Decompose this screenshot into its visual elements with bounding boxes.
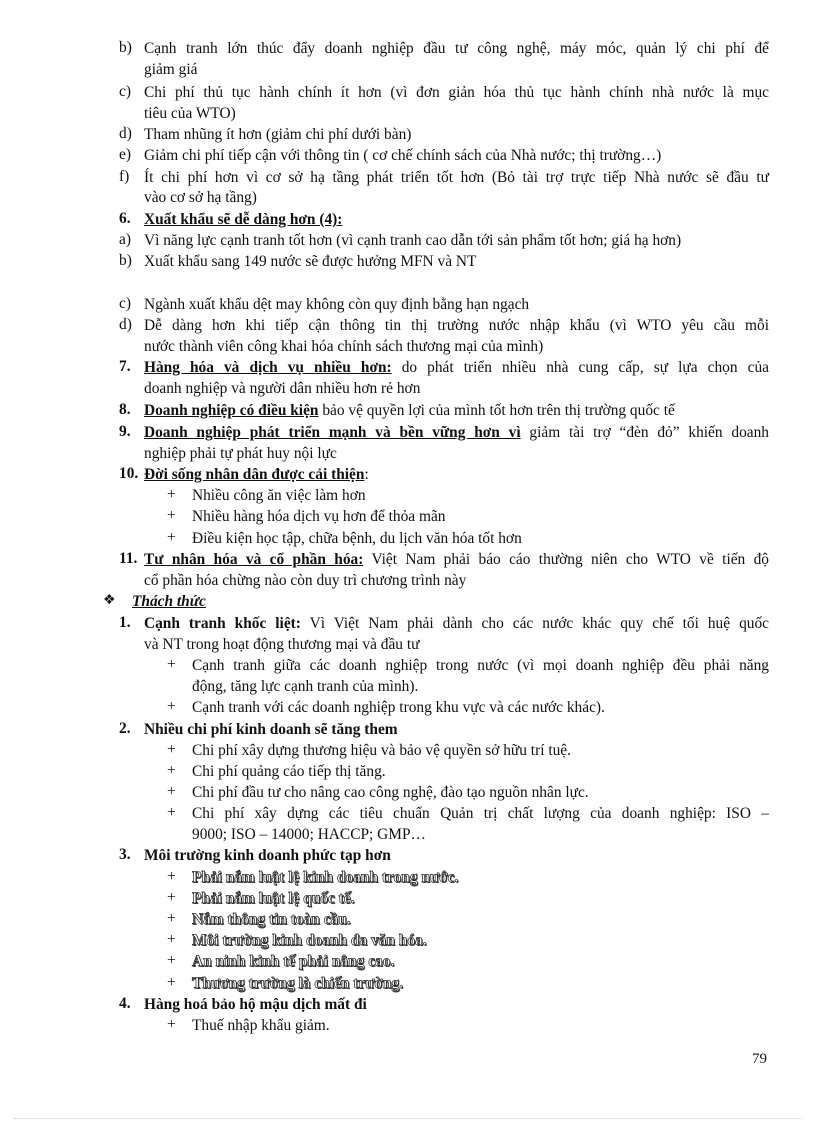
item-label: c): [119, 295, 131, 312]
plus-bullet: +: [167, 762, 176, 779]
item-text: Cạnh tranh lớn thúc đẩy doanh nghiệp đầu tư công nghệ, máy móc, quản lý chi phí để: [144, 40, 769, 57]
section-title: Nhiều chi phí kinh doanh sẽ tăng them: [144, 721, 398, 738]
plus-bullet: +: [167, 868, 176, 885]
plus-bullet: +: [167, 804, 176, 821]
footer-divider: [14, 1118, 802, 1119]
bullet-text: Chi phí xây dựng các tiêu chuẩn Quản trị chất lượng của doanh nghiệp: ISO –: [192, 805, 769, 822]
section-line: [144, 423, 769, 443]
bullet-text: Phải nắm luật lệ kinh doanh trong nước.: [192, 869, 459, 886]
item-text: Xuất khẩu sang 149 nước sẽ được hưởng MFN và NT: [144, 253, 477, 270]
bullet-text: Nhiều hàng hóa dịch vụ hơn để thỏa mãn: [192, 508, 446, 525]
section-number: 8.: [119, 401, 131, 418]
item-label: b): [119, 252, 132, 269]
section-text-cont: nghiệp phải tự phát huy nội lực: [144, 445, 337, 462]
section-title: Doanh nghiệp phát triển mạnh và bền vững hơn vì: [144, 424, 521, 441]
section-text: do phát triển nhiều nhà cung cấp, sự lựa chọn của: [391, 359, 769, 376]
item-text-cont: vào cơ sở hạ tầng): [144, 189, 257, 206]
plus-bullet: +: [167, 889, 176, 906]
section-title: Hàng hóa và dịch vụ nhiều hơn:: [144, 359, 392, 376]
section-title: Đời sống nhân dân được cải thiện: [144, 466, 365, 483]
item-text-cont: giảm giá: [144, 61, 198, 78]
plus-bullet: +: [167, 529, 176, 546]
plus-bullet: +: [167, 486, 176, 503]
section-number: 10.: [119, 465, 139, 482]
section-title: Môi trường kinh doanh phức tạp hơn: [144, 847, 391, 864]
section-number: 1.: [119, 614, 131, 631]
section-line: [144, 614, 769, 634]
bullet-text-cont: động, tăng lực cạnh tranh của mình).: [192, 678, 419, 695]
bullet-text: Điều kiện học tập, chữa bệnh, du lịch văn hóa tốt hơn: [192, 530, 522, 547]
item-text: Chi phí thủ tục hành chính ít hơn (vì đơn giản hóa thủ tục hành chính nhà nước là mục: [144, 84, 769, 101]
section-line: [144, 401, 675, 421]
plus-bullet: +: [167, 783, 176, 800]
plus-bullet: +: [167, 656, 176, 673]
section-text: Việt Nam phải báo cáo thường niên cho WTO về tiến độ: [363, 551, 769, 568]
item-label: b): [119, 39, 132, 56]
plus-bullet: +: [167, 931, 176, 948]
bullet-text: Chi phí quảng cáo tiếp thị tăng.: [192, 763, 386, 780]
section-title: Cạnh tranh khốc liệt:: [144, 615, 301, 632]
item-text: Dễ dàng hơn khi tiếp cận thông tin thị trường nước nhập khẩu (vì WTO yêu cầu mỗi: [144, 317, 769, 334]
diamond-bullet-icon: ❖: [103, 593, 116, 608]
bullet-text: Nhiều công ăn việc làm hơn: [192, 487, 366, 504]
section-title: Hàng hoá bảo hộ mậu dịch mất đi: [144, 996, 367, 1013]
section-text: giảm tài trợ “đèn đỏ” khiến doanh: [520, 424, 769, 441]
item-label: e): [119, 146, 131, 163]
item-text: Tham nhũng ít hơn (giảm chi phí dưới bàn): [144, 126, 412, 143]
item-label: a): [119, 231, 131, 248]
section-number: 7.: [119, 358, 131, 375]
section-line: [144, 465, 369, 485]
item-label: c): [119, 83, 131, 100]
section-line: [144, 550, 769, 570]
item-text: Ngành xuất khẩu dệt may không còn quy định bằng hạn ngạch: [144, 296, 530, 313]
section-text: Vì Việt Nam phải dành cho các nước khác quy chế tối huệ quốc: [300, 615, 769, 632]
section-number: 6.: [119, 210, 131, 227]
plus-bullet: +: [167, 952, 176, 969]
section-number: 2.: [119, 720, 131, 737]
bullet-text: An ninh kinh tế phải nâng cao.: [192, 953, 395, 970]
bullet-text: Cạnh tranh giữa các doanh nghiệp trong nước (vì mọi doanh nghiệp đều phải năng: [192, 657, 769, 674]
plus-bullet: +: [167, 974, 176, 991]
bullet-text: Cạnh tranh với các doanh nghiệp trong khu vực và các nước khác).: [192, 699, 605, 716]
plus-bullet: +: [167, 507, 176, 524]
item-text-cont: nước thành viên công khai hóa chính sách thương mại của mình): [144, 338, 544, 355]
item-text: Giảm chi phí tiếp cận với thông tin ( cơ chế chính sách của Nhà nước; thị trường…): [144, 147, 662, 164]
item-label: d): [119, 316, 132, 333]
bullet-text: Phải nắm luật lệ quốc tế.: [192, 890, 355, 907]
section-number: 9.: [119, 423, 131, 440]
page-number: 79: [752, 1051, 767, 1067]
item-text: Ít chi phí hơn vì cơ sở hạ tầng phát triển tốt hơn (Bỏ tài trợ trực tiếp Nhà nước sẽ đầu tư: [144, 169, 769, 186]
item-label: d): [119, 125, 132, 142]
bullet-text-cont: 9000; ISO – 14000; HACCP; GMP…: [192, 826, 426, 843]
challenges-heading: Thách thức: [132, 593, 206, 610]
item-text-cont: tiêu của WTO): [144, 105, 236, 122]
section-line: [144, 358, 769, 378]
section-title: Xuất khẩu sẽ dễ dàng hơn (4):: [144, 211, 343, 228]
section-title: Tư nhân hóa và cổ phần hóa:: [144, 551, 364, 568]
section-number: 11.: [119, 550, 138, 567]
section-text-cont: doanh nghiệp và người dân nhiều hơn rẻ hơn: [144, 380, 421, 397]
section-text-cont: cổ phần hóa chừng nào còn duy trì chương trình này: [144, 572, 467, 589]
section-text: bảo vệ quyền lợi của mình tốt hơn trên thị trường quốc tế: [318, 402, 675, 419]
plus-bullet: +: [167, 1016, 176, 1033]
bullet-text: Chi phí đầu tư cho nâng cao công nghệ, đào tạo nguồn nhân lực.: [192, 784, 589, 801]
colon: :: [364, 466, 369, 483]
bullet-text: Môi trường kinh doanh đa văn hóa.: [192, 932, 427, 949]
item-text: Vì năng lực cạnh tranh tốt hơn (vì cạnh tranh cao dẫn tới sản phẩm tốt hơn; giá hạ hơn): [144, 232, 682, 249]
bullet-text: Nắm thông tin toàn cầu.: [192, 911, 351, 928]
plus-bullet: +: [167, 741, 176, 758]
section-number: 4.: [119, 995, 131, 1012]
section-title: Doanh nghiệp có điều kiện: [144, 402, 319, 419]
bullet-text: Thương trường là chiến trường.: [192, 975, 404, 992]
section-number: 3.: [119, 846, 131, 863]
item-label: f): [119, 168, 130, 185]
plus-bullet: +: [167, 910, 176, 927]
plus-bullet: +: [167, 698, 176, 715]
section-text-cont: và NT trong hoạt động thương mại và đầu tư: [144, 636, 420, 653]
bullet-text: Chi phí xây dựng thương hiệu và bảo vệ quyền sở hữu trí tuệ.: [192, 742, 571, 759]
bullet-text: Thuế nhập khẩu giảm.: [192, 1017, 330, 1034]
